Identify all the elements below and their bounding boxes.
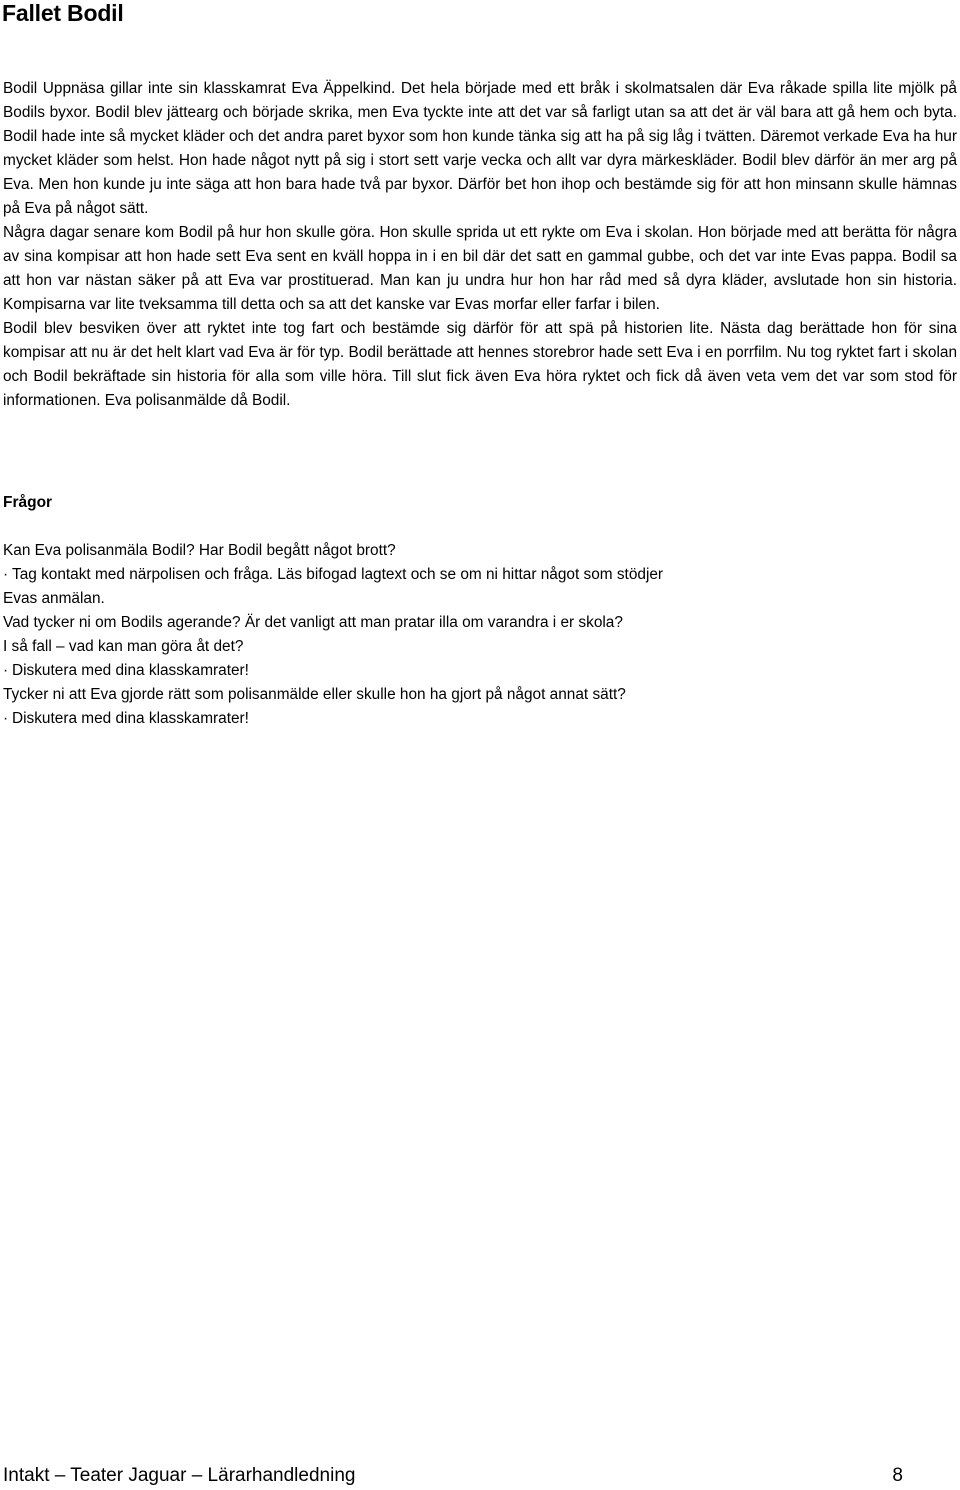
question-text: Vad tycker ni om Bodils agerande? Är det vanligt att man pratar illa om varandra i er skola?	[3, 614, 623, 631]
question-text: Kan Eva polisanmäla Bodil? Har Bodil begått något brott?	[3, 542, 396, 559]
bullet-dot-icon: ·	[3, 566, 9, 583]
page-footer	[3, 1463, 903, 1489]
question-text: I så fall – vad kan man göra åt det?	[3, 638, 244, 655]
question-text: Evas anmälan.	[3, 590, 105, 607]
story-paragraph: Bodil blev besviken över att ryktet inte tog fart och bestämde sig därför för att spä på historien lite. Nästa dag berättade hon för sina kompisar att nu är det helt klart vad Eva är för typ. Bodil berättade att hennes storebror hade sett Eva i en porrfilm. Nu tog ryktet fart i skolan och Bodil bekräftade sin historia för alla som ville höra. Till slut fick även Eva höra ryktet och fick då även veta vem det var som stod för informationen. Eva polisanmälde då Bodil.	[3, 320, 957, 409]
question-bullet-line	[3, 563, 957, 587]
story-text	[3, 77, 957, 413]
bullet-dot-icon: ·	[3, 710, 9, 727]
question-bullet-line	[3, 707, 957, 731]
questions-heading: Frågor	[3, 494, 53, 511]
question-text: Tag kontakt med närpolisen och fråga. Läs bifogad lagtext och se om ni hittar något som stödjer	[12, 566, 664, 583]
question-line	[3, 539, 957, 563]
question-line	[3, 587, 957, 611]
footer-text: Intakt – Teater Jaguar – Lärarhandledning	[3, 1465, 356, 1486]
question-line	[3, 635, 957, 659]
questions-list	[3, 539, 957, 731]
story-paragraph: Bodil Uppnäsa gillar inte sin klasskamrat Eva Äppelkind. Det hela började med ett bråk i skolmatsalen där Eva råkade spilla lite mjölk på Bodils byxor. Bodil blev jättearg och började skrika, men Eva tyckte inte att det var så farligt utan sa att det är väl bara att gå hem och byta. Bodil hade inte så mycket kläder och det andra paret byxor som hon kunde tänka sig att ha på sig låg i tvätten. Däremot verkade Eva ha hur mycket kläder som helst. Hon hade något nytt på sig i stort sett varje vecka och allt var dyra märkeskläder. Bodil blev därför än mer arg på Eva. Men hon kunde ju inte säga att hon bara hade två par byxor. Därför bet hon ihop och bestämde sig för att hon minsann skulle hämnas på Eva på något sätt.	[3, 80, 957, 217]
story-paragraph: Några dagar senare kom Bodil på hur hon skulle göra. Hon skulle sprida ut ett rykte om Eva i skolan. Hon började med att berätta för några av sina kompisar att hon hade sett Eva sent en kväll hoppa in i en bil där det satt en gammal gubbe, och det var inte Evas pappa. Bodil sa att hon var nästan säker på att Eva var prostituerad. Man kan ju undra hur hon har råd med så dyra kläder, avslutade hon sin historia. Kompisarna var lite tveksamma till detta och sa att det kanske var Evas morfar eller farfar i bilen.	[3, 224, 957, 313]
question-line	[3, 611, 957, 635]
question-line	[3, 683, 957, 707]
question-text: Diskutera med dina klasskamrater!	[12, 662, 249, 679]
page-number: 8	[892, 1465, 903, 1486]
question-bullet-line	[3, 659, 957, 683]
question-text: Tycker ni att Eva gjorde rätt som polisanmälde eller skulle hon ha gjort på något annat sätt?	[3, 686, 626, 703]
document-title: Fallet Bodil	[2, 0, 124, 26]
question-text: Diskutera med dina klasskamrater!	[12, 710, 249, 727]
bullet-dot-icon: ·	[3, 662, 9, 679]
